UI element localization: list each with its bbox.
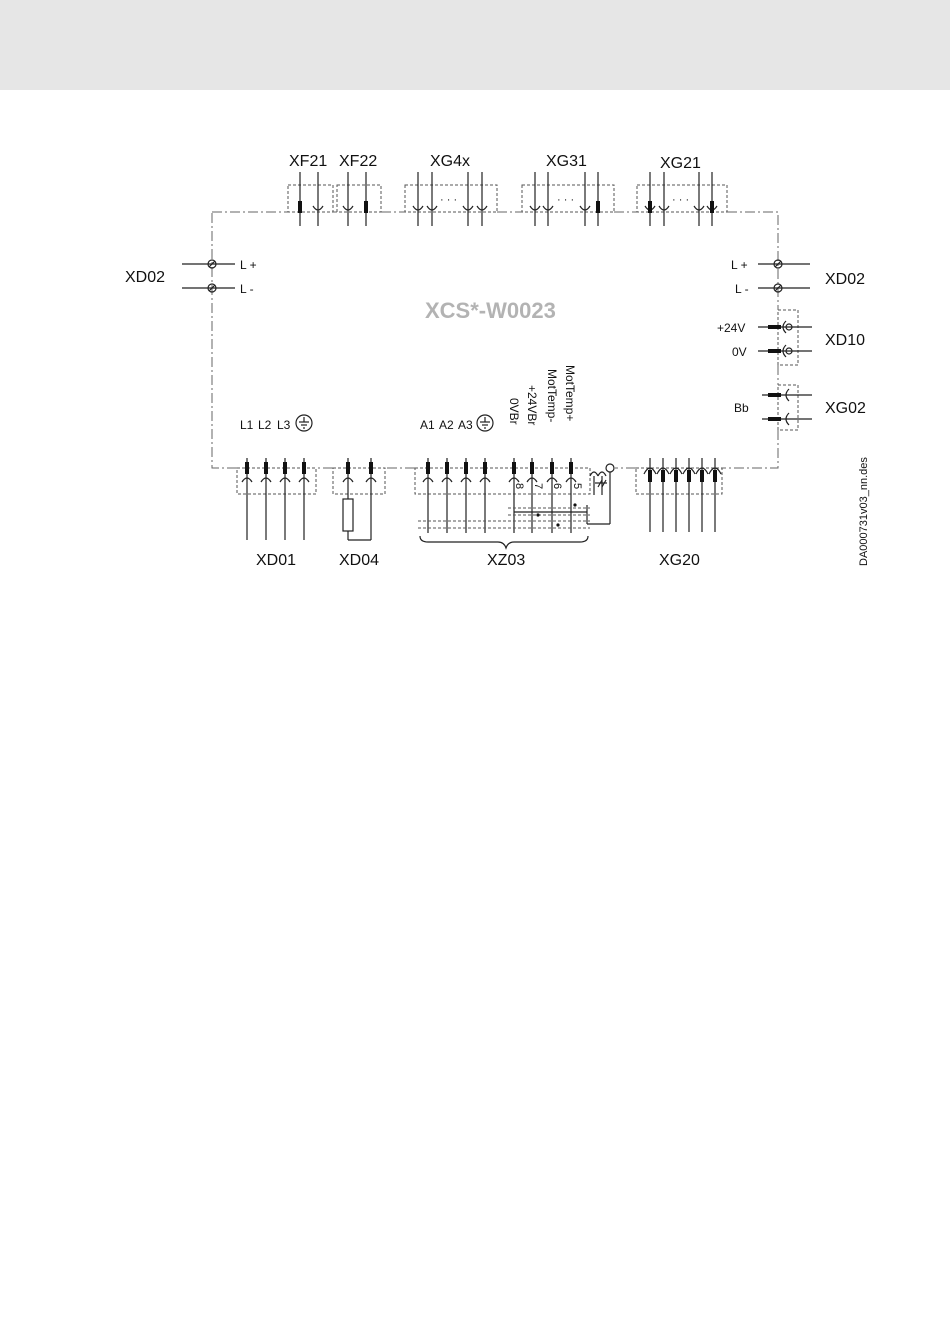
label-l1: L1 [240, 418, 254, 432]
label-mottemp-minus: MotTemp- [545, 369, 559, 423]
wiring-diagram [0, 0, 950, 620]
connector-xg4x [405, 153, 497, 226]
label-xd02-left: XD02 [125, 269, 166, 286]
label-bb: Bb [734, 401, 749, 415]
ground-icon [296, 415, 312, 431]
label-l2: L2 [258, 418, 272, 432]
label-pin-7: 7 [532, 483, 544, 490]
document-id: DA000731v03_nn.des [858, 457, 870, 566]
label-pin-5: 5 [571, 483, 583, 490]
device-title: XCS*-W0023 [425, 298, 556, 323]
label-xg21: XG21 [660, 155, 701, 172]
connector-xd04 [333, 458, 385, 569]
connector-xg02 [734, 385, 866, 430]
connector-xg21 [637, 155, 727, 226]
label-mottemp-plus: MotTemp+ [563, 365, 577, 422]
label-xg20: XG20 [659, 552, 700, 569]
connector-xg20 [636, 458, 722, 569]
connector-xf22 [337, 153, 381, 226]
ellipsis-xg21: · · · [672, 194, 690, 206]
label-xd02-right: XD02 [825, 271, 866, 288]
label-xf21: XF21 [289, 153, 328, 170]
label-xd10: XD10 [825, 332, 866, 349]
label-0vbr: 0VBr [507, 398, 521, 425]
resistor-icon [343, 499, 353, 531]
label-xz03: XZ03 [487, 552, 526, 569]
label-xg02: XG02 [825, 400, 866, 417]
label-a1: A1 [420, 418, 435, 432]
label-pin-8: 8 [513, 483, 525, 490]
label-24vbr: +24VBr [525, 385, 539, 426]
ground-icon [477, 415, 493, 431]
label-xf22: XF22 [339, 153, 378, 170]
label-l-minus-right: L - [735, 282, 749, 296]
label-xg4x: XG4x [430, 153, 471, 170]
ellipsis-xg4x: · · · [440, 194, 458, 206]
connector-xf21 [288, 153, 333, 226]
label-pin-6: 6 [551, 483, 563, 490]
connector-xd01 [237, 415, 316, 569]
label-l-plus-right: L + [731, 258, 748, 272]
ellipsis-xg31: · · · [557, 194, 575, 206]
connector-xd02-right [731, 258, 865, 296]
connector-xd02-left [125, 258, 257, 296]
label-xg31: XG31 [546, 153, 587, 170]
label-l-plus-left: L + [240, 258, 257, 272]
label-24v: +24V [717, 321, 746, 335]
label-l3: L3 [277, 418, 291, 432]
housing-outline [212, 212, 778, 468]
label-a2: A2 [439, 418, 454, 432]
label-0v: 0V [732, 345, 747, 359]
connector-xz03 [415, 365, 614, 569]
label-a3: A3 [458, 418, 473, 432]
label-xd04: XD04 [339, 552, 380, 569]
connector-xg31 [522, 153, 614, 226]
label-xd01: XD01 [256, 552, 297, 569]
connector-xd10 [717, 310, 865, 365]
label-l-minus-left: L - [240, 282, 254, 296]
